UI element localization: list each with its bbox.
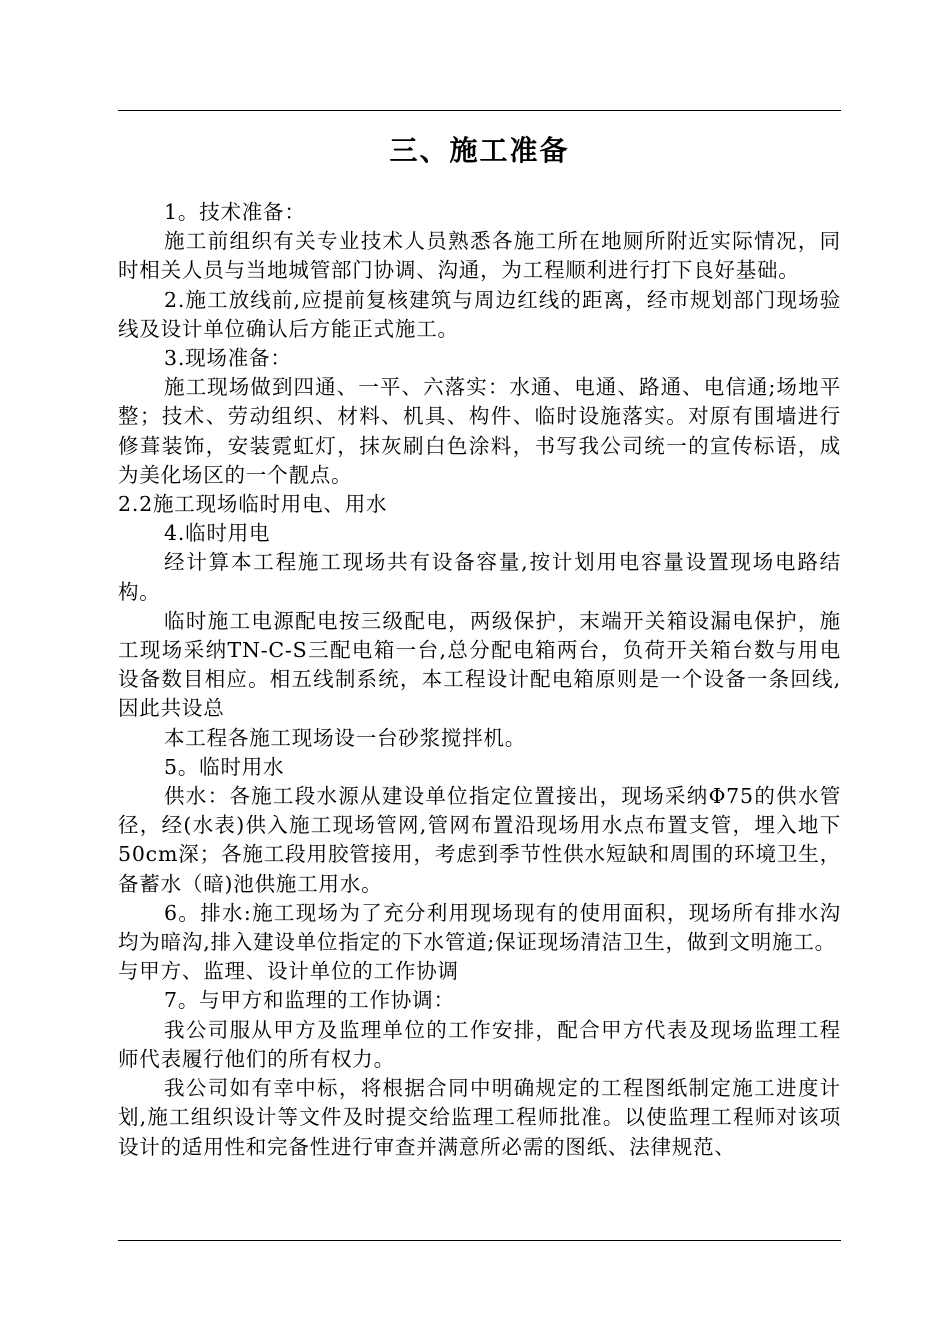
paragraph: 5。临时用水 xyxy=(164,754,285,779)
paragraph: 本工程各施工现场设一台砂浆搅拌机。 xyxy=(164,725,527,750)
paragraph: 7。与甲方和监理的工作协调： xyxy=(164,988,455,1013)
paragraph: 1。技术准备： xyxy=(164,200,306,224)
document-body xyxy=(118,198,841,1162)
paragraph: 3.现场准备： xyxy=(164,346,292,371)
paragraph: 2.施工放线前,应提前复核建筑与周边红线的距离，经市规划部门现场验线及设计单位确认后方能正式施工。 xyxy=(118,287,841,341)
paragraph: 4.临时用电 xyxy=(164,521,271,546)
paragraph: 与甲方、监理、设计单位的工作协调 xyxy=(118,959,459,984)
paragraph: 6。排水:施工现场为了充分利用现场现有的使用面积，现场所有排水沟均为暗沟,排入建设单位指定的下水管道;保证现场清洁卫生，做到文明施工。 xyxy=(118,900,841,955)
paragraph: 2.2施工现场临时用电、用水 xyxy=(118,492,388,517)
paragraph: 临时施工电源配电按三级配电，两级保护，末端开关箱设漏电保护，施工现场采纳TN-C-S三配电箱一台,总分配电箱两台，负荷开关箱台数与用电设备数目相应。相五线制系统，本工程设计配电箱原则是一个设备一条回线,因此共设总 xyxy=(118,608,841,721)
paragraph: 我公司如有幸中标，将根据合同中明确规定的工程图纸制定施工进度计划,施工组织设计等文件及时提交给监理工程师批准。以使监理工程师对该项设计的适用性和完备性进行审查并满意所必需的图纸、法律规范、 xyxy=(118,1076,841,1159)
paragraph: 供水：各施工段水源从建设单位指定位置接出，现场采纳Φ75的供水管径，经(水表)供入施工现场管网,管网布置沿现场用水点布置支管，埋入地下50cm深；各施工段用胶管接用，考虑到季节性供水短缺和周围的环境卫生，备蓄水（暗)池供施工用水。 xyxy=(118,784,841,896)
footer-rule xyxy=(118,1240,841,1241)
header-rule xyxy=(118,110,841,111)
page-title: 三、施工准备 xyxy=(389,133,570,167)
paragraph: 施工现场做到四通、一平、六落实：水通、电通、路通、电信通;场地平整；技术、劳动组织、材料、机具、构件、临时设施落实。对原有围墙进行修葺装饰，安装霓虹灯，抹灰刷白色涂料，书写我公司统一的宣传标语，成为美化场区的一个靓点。 xyxy=(118,375,841,487)
paragraph: 经计算本工程施工现场共有设备容量,按计划用电容量设置现场电路结构。 xyxy=(118,550,841,604)
paragraph: 施工前组织有关专业技术人员熟悉各施工所在地厕所附近实际情况，同时相关人员与当地城管部门协调、沟通，为工程顺利进行打下良好基础。 xyxy=(118,229,841,283)
paragraph: 我公司服从甲方及监理单位的工作安排，配合甲方代表及现场监理工程师代表履行他们的所有权力。 xyxy=(118,1017,841,1071)
